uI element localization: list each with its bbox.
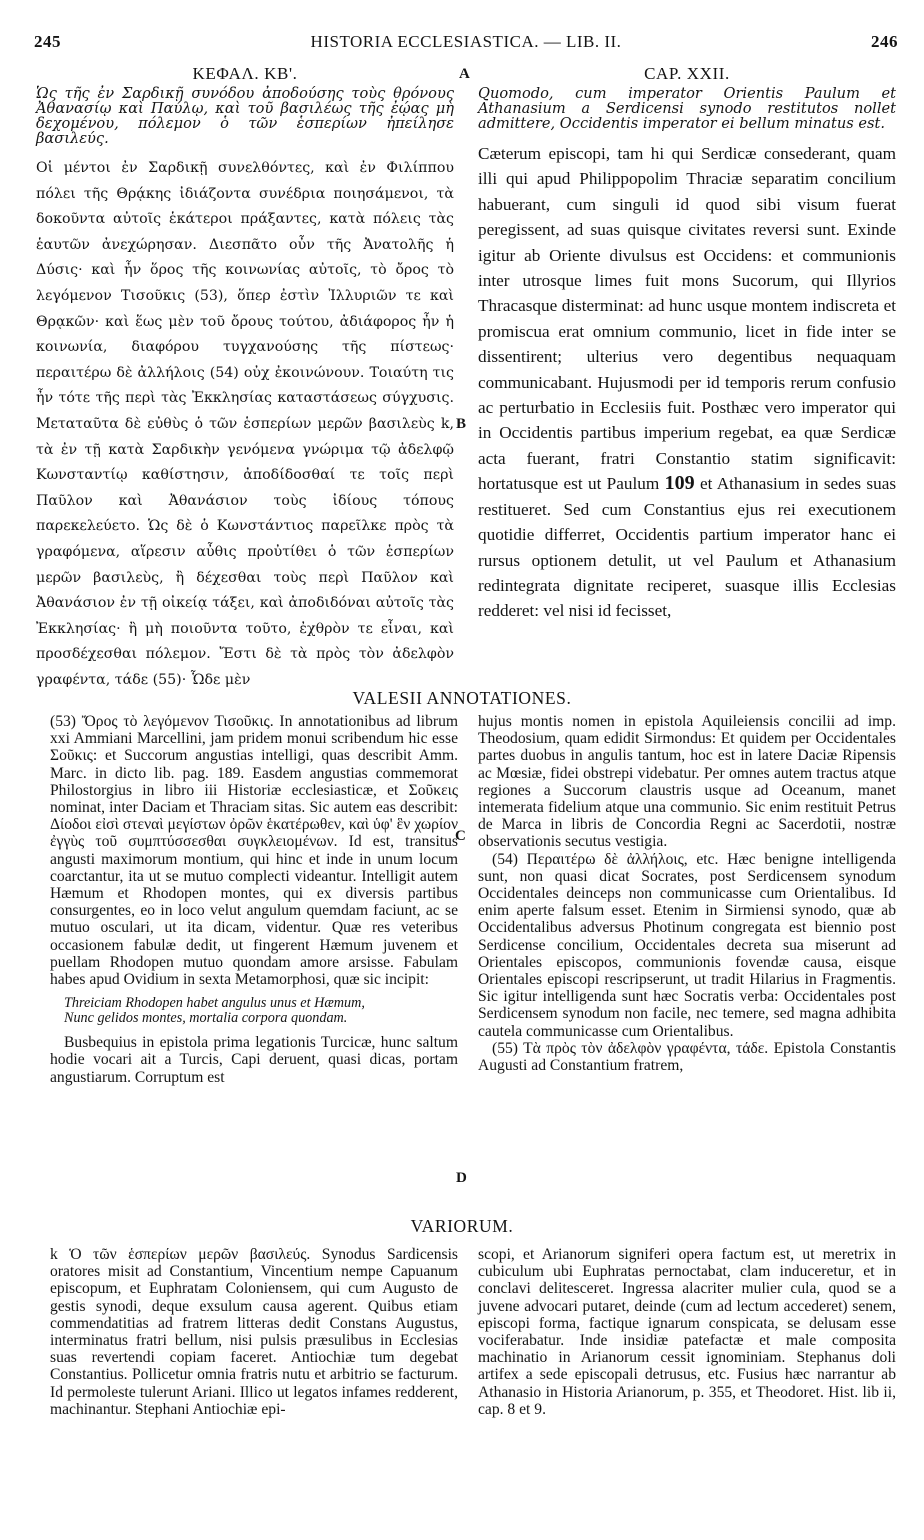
valesii-note-55: (55) Τὰ πρὸς τὸν ἀδελφὸν γραφέντα, τάδε. Epistola Constantis Augusti ad Constantium fratrem, (478, 1039, 896, 1075)
valesii-note-53-continued: Busbequius in epistola prima legationis Turcicæ, hunc saltum hodie vocari ait a Turcis, Capi deruent, quasi dicas, portam angustiarum. Corruptum est (50, 1034, 458, 1086)
running-title: HISTORIA ECCLESIASTICA. — LIB. II. (310, 32, 622, 51)
latin-chapter-summary: Quomodo, cum imperator Orientis Paulum et Athanasium a Serdicensi synodo restitutos nollet admittere, Occidentis imperator ei bellum minatus est. (478, 85, 896, 132)
valesii-note-54: (54) Περαιτέρω δὲ ἀλλήλοις, etc. Hæc benigne intelligenda sunt, non quasi dicat Socrates, post Serdicensem synodum Occidentales deinceps non communicasse cum Orientalibus. Id enim aperte falsum esset. Etenim in Sirmiensi synodo, quæ ab Occidentalibus adversus Photinum congregata est biennio post Serdicense concilium, Occidentales decreta sua miserunt ad Orientales episcopos, communionis fovendæ causa, eisque Orientales episcopi rescripserunt, ut tradit Hilarius in Fragmentis. Sic igitur intelligenda sunt hæc Socratis verba: Occidentales post Serdicensem synodum non facile, nec temere, sed magna adhibita cautela communicasse cum Orientalibus. (478, 850, 896, 1040)
ovid-quote-line-1: Threiciam Rhodopen habet angulus unus et Hæmum, (64, 995, 365, 1012)
valesii-left-column (50, 713, 458, 1086)
latin-column (478, 64, 896, 624)
margin-letter-b: B (456, 416, 467, 432)
latin-body-before: Cæterum episcopi, tam hi qui Serdicæ consederant, quam illi qui apud Philippopolim Thraciæ separatim concilium habuerant, cum singuli id quod sibi visum fuerat peregissent, ad suas quisque civitates reversi sunt. Exinde igitur ab Oriente divulsus est Occidens: et communionis inter utrosque limes fuit mons Sucorum, qui Illyrios Thracasque disterminat: ad hunc usque montem indiscreta et promiscua erat omnium communio, licet in fide inter se dissentirent; ulterius vero degentibus nequaquam communicabant. Hujusmodi per id temporis rerum confusio ac perturbatio in Ecclesiis fuit. Posthæc vero imperator qui in Occidentis partibus imperium regebat, ea quæ Serdicæ acta fuerant, fratri Constantio statim significavit: hortatusque est ut Paulum (478, 144, 896, 494)
margin-letter-c: C (455, 828, 466, 844)
greek-chapter-summary: Ὡς τῆς ἐν Σαρδικῇ συνόδου ἀποδούσης τοὺς θρόνους Ἀθανασίῳ καὶ Παύλῳ, καὶ τοῦ βασιλέως τῆς ἐῴας μὴ δεχομένου, πόλεμον ὁ τῶν ἑσπερίων ἠπείλησε βασιλεύς. (36, 85, 454, 147)
ovid-quote (64, 996, 458, 1026)
latin-body-after: et Athanasium in sedes suas restitueret. Sed cum Constantius ejus rei executionem quotidie differret, Occidentis partium imperator hanc ei rursus optionem detulit, ut vel Paulum et Athanasium redintegrata dignitate reciperet, suasque illis Ecclesias redderet: vel nisi id fecisset, (478, 474, 897, 621)
valesii-right-column (478, 713, 896, 1074)
valesii-note-53: (53) Ὄρος τὸ λεγόμενον Τισοῦκις. In annotationibus ad librum xxi Ammiani Marcellini, jam pridem monui scribendum hic esse Σοῦκις: et Succorum angustias intelligi, quas describit Amm. Marc. in dicto lib. pag. 189. Easdem angustias commemorat Philostorgius in libro iii Historiæ ecclesiasticæ, et Σοῦκεις nominat, inter Daciam et Thraciam sitas. Sic autem eas describit: Δίοδοι εἰσὶ στεναὶ μεγίστων ὀρῶν ἑκατέρωθεν, καὶ ὑφ' ἓν χωρίον ἐγγὺς τοῦ συμπτύσσεσθαι συγκλειομένων. Id est, transitus angusti maximorum montium, qui hinc et inde in unum locum coarctantur, ita ut se mutuo complecti videantur. Intelligit autem Hæmum et Rhodopen montes, qui ex diversis partibus consurgentes, eo in loco velut angulum quemdam faciunt, ac se mutuo osculari, ut ita dicam, videntur. Quæ res veteribus occasionem fabulæ dedit, ut fingerent Hæmum juvenem et puellam Rhodopen mutuo quondam amore arsisse. Fabulam habes apud Ovidium in sexta Metamorphosi, quæ sic incipit: (50, 713, 458, 989)
valesii-note-53-end: hujus montis nomen in epistola Aquileiensis concilii ad imp. Theodosium, quam edidit Sirmondus: Et quidem per Occidentales partes duobus in angulis tantum, hoc est in latere Daciæ Ripensis ac Mœsiæ, fidei obstrepi videbatur. Per omnes autem tractus atque regiones a Succorum claustris usque ad Oceanum, manet intemerata fidelium atque una communio. Sic enim restituit Petrus de Marca in libris de Concordia Regni ac Sacerdotii, nostræ observationis secutus vestigia. (478, 713, 896, 851)
variorum-right-column (478, 1246, 896, 1418)
variorum-note-k-continued: scopi, et Arianorum signiferi opera factum est, ut meretrix in cubiculum ubi Euphratas pernoctabat, clam induceretur, et in conclavi delitesceret. Ingressa alacriter mulier cula, quod se a juvene advocari putaret, deinde (cum ad lectum accederet) senem, episcopi forma, factique ignarum conspicata, se delusam esse vociferabatur. Inde insidiæ patefactæ et male composita machinatio in Arianorum cessit ignominiam. Stephanus doli artifex a sede episcopali detrusus, etc. Fusius hæc narrantur ab Athanasio in Historia Arianorum, p. 355, et Theodoret. Hist. lib ii, cap. 8 et 9. (478, 1246, 896, 1418)
variorum-title: VARIORUM. (410, 1216, 514, 1236)
variorum-note-k: k Ὁ τῶν ἑσπερίων μερῶν βασιλεύς. Synodus Sardicensis oratores misit ad Constantium, Vincentium nempe Capuanum episcopum, et Euphratam Coloniensem, qui cum Augusto de gestis synodi, deque exsulum causa agerent. Quibus etiam commendatitias ad fratrem litteras dedit Constans Augustus, interminatus fratri bellum, nisi pulsis præsulibus in Ecclesias suas revertendi copiam faceret. Antiochiæ tum degebat Constantius. Pollicetur omnia fratris nutu et arbitrio se facturum. Id permoleste tulerunt Ariani. Illico ut legatos infames redderent, machinantur. Stephani Antiochiæ epi- (50, 1246, 458, 1418)
valesii-title: VALESII ANNOTATIONES. (352, 688, 572, 708)
latin-chapter-heading: CAP. XXII. (644, 64, 730, 83)
column-number: 109 (664, 472, 695, 495)
running-head (34, 32, 898, 56)
latin-body-text (478, 141, 896, 624)
greek-chapter-heading: ΚΕΦΑΛ. ΚΒ'. (192, 64, 298, 83)
ovid-quote-line-2: Nunc gelidos montes, mortalia corpora quondam. (64, 1010, 348, 1027)
margin-letter-a: A (459, 66, 470, 82)
page-number-right: 246 (871, 32, 898, 51)
variorum-left-column (50, 1246, 458, 1418)
margin-letter-d: D (456, 1170, 467, 1186)
page-number-left: 245 (34, 32, 61, 51)
greek-column (36, 64, 454, 693)
greek-body-text: Οἱ μέντοι ἐν Σαρδικῇ συνελθόντες, καὶ ἐν Φιλίππου πόλει τῆς Θρᾴκης ἰδιάζοντα συνέδρια ποιησάμενοι, τὰ δοκοῦντα αὐτοῖς ἑκάτεροι πράξαντες, κατὰ πόλεις τὰς ἑαυτῶν ἀνεχώρησαν. Διεσπᾶτο οὖν τῆς Ἀνατολῆς ἡ Δύσις· καὶ ἦν ὅρος τῆς κοινωνίας αὐτοῖς, τὸ ὄρος τὸ λεγόμενον Τισοῦκις (53), ὅπερ ἐστὶν Ἰλλυριῶν τε καὶ Θρᾳκῶν· καὶ ἕως μὲν τοῦ ὄρους τούτου, ἀδιάφορος ἦν ἡ κοινωνία, διαφόρου τυγχανούσης τῆς πίστεως· περαιτέρω δὲ ἀλλήλοις (54) οὐχ ἐκοινώνουν. Τοιαύτη τις ἦν τότε τῆς περὶ τὰς Ἐκκλησίας καταστάσεως σύγχυσις. Μεταταῦτα δὲ εὐθὺς ὁ τῶν ἑσπερίων μερῶν βασιλεὺς k, τὰ ἐν τῇ κατὰ Σαρδικὴν γενόμενα γνώριμα τῷ ἀδελφῷ Κωνσταντίῳ καθίστησιν, ἀποδίδοσθαί τε τοῖς περὶ Παῦλον καὶ Ἀθανάσιον τοὺς ἰδίους τόπους παρεκελεύετο. Ὡς δὲ ὁ Κωνστάντιος παρεῖλκε πρὸς τὰ γραφόμενα, αἵρεσιν αὖθις προὐτίθει ὁ τῶν ἑσπερίων μερῶν βασιλεὺς, ἢ δέχεσθαι τοὺς περὶ Παῦλον καὶ Ἀθανάσιον ἐν τῇ οἰκείᾳ τάξει, καὶ ἀποδιδόναι αὐτοῖς τὰς Ἐκκλησίας· ἢ μὴ ποιοῦντα τοῦτο, ἐχθρὸν τε εἶναι, καὶ προσδέχεσθαι πόλεμον. Ἔστι δὲ τὰ πρὸς τὸν ἀδελφὸν γραφέντα, τάδε (55)· Ὧδε μὲν (36, 160, 454, 688)
